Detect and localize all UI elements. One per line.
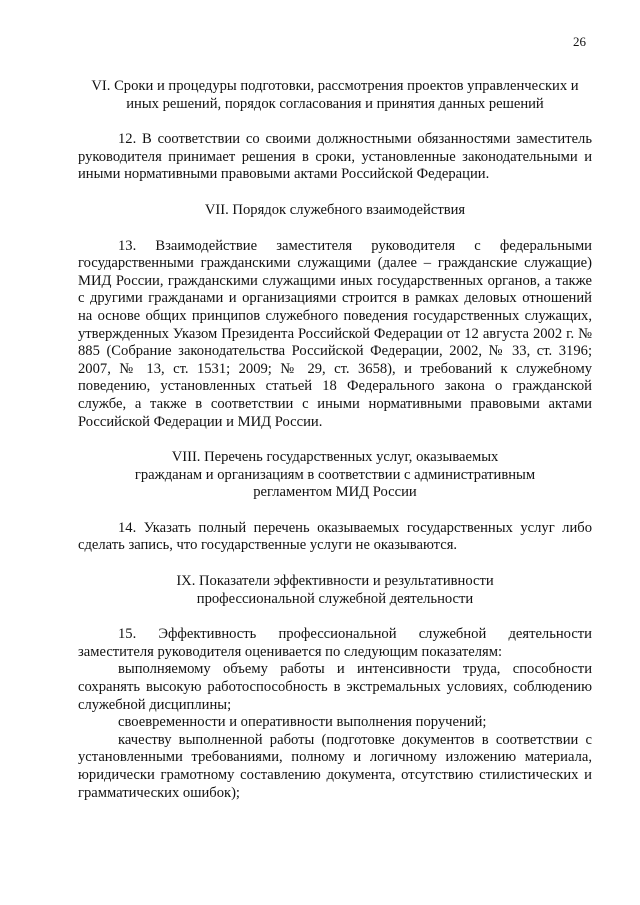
criteria-item-quality: качеству выполненной работы (подготовке документов в соответствии с установленными требованиями, полному и логичному изложению материала, юридически грамотному составлению документа, отсутствию стилистических и грамматических ошибок); xyxy=(78,731,592,801)
section-6-heading-line1: VI. Сроки и процедуры подготовки, рассмотрения проектов управленческих и xyxy=(91,78,579,94)
section-9-heading xyxy=(78,573,592,608)
section-8 xyxy=(78,449,592,555)
paragraph-14: 14. Указать полный перечень оказываемых государственных услуг либо сделать запись, что государственные услуги не оказываются. xyxy=(78,519,592,554)
paragraph-13: 13. Взаимодействие заместителя руководителя с федеральными государственными гражданскими служащими (далее – гражданские служащие) МИД России, гражданскими служащими иных государственных органов, а также с другими гражданами и организациями строится в рамках деловых отношений на основе общих принципов служебного поведения государственных служащих, утвержденных Указом Президента Российской Федерации от 12 августа 2002 г. № 885 (Собрание законодательства Российской Федерации, 2002, № 33, ст. 3196; 2007, № 13, ст. 1531; 2009; № 29, ст. 3658), и требований к служебному поведению, установленных статьей 18 Федерального закона о гражданской службе, а также в соответствии с иными нормативными правовыми актами Российской Федерации и МИД России. xyxy=(78,237,592,430)
criteria-item-timeliness: своевременности и оперативности выполнения поручений; xyxy=(118,714,487,731)
section-7 xyxy=(78,202,592,431)
section-9-heading-line2: профессиональной служебной деятельности xyxy=(196,590,474,607)
paragraph-15: 15. Эффективность профессиональной служебной деятельности заместителя руководителя оценивается по следующим показателям: xyxy=(78,626,592,660)
section-6 xyxy=(78,78,592,184)
section-7-heading: VII. Порядок служебного взаимодействия xyxy=(204,201,466,218)
section-8-heading-line3: регламентом МИД России xyxy=(253,484,417,501)
section-8-heading-line1: VIII. Перечень государственных услуг, оказываемых xyxy=(171,449,499,466)
paragraph-12: 12. В соответствии со своими должностными обязанностями заместитель руководителя принимает решения в сроки, установленные законодательными и иными нормативными правовыми актами Российской Федерации. xyxy=(78,131,592,183)
section-6-heading-line2: иных решений, порядок согласования и принятия данных решений xyxy=(126,95,544,112)
section-9 xyxy=(78,573,592,802)
page-number: 26 xyxy=(573,34,586,49)
section-6-heading xyxy=(78,78,592,113)
section-9-heading-line1: IX. Показатели эффективности и результативности xyxy=(176,573,494,590)
section-8-heading xyxy=(78,449,592,502)
criteria-item-workload: выполняемому объему работы и интенсивности труда, способности сохранять высокую работоспособность в экстремальных условиях, соблюдению служебной дисциплины; xyxy=(78,661,592,713)
page-content xyxy=(78,78,592,802)
section-8-heading-line2: гражданам и организациям в соответствии с административным xyxy=(134,466,536,483)
